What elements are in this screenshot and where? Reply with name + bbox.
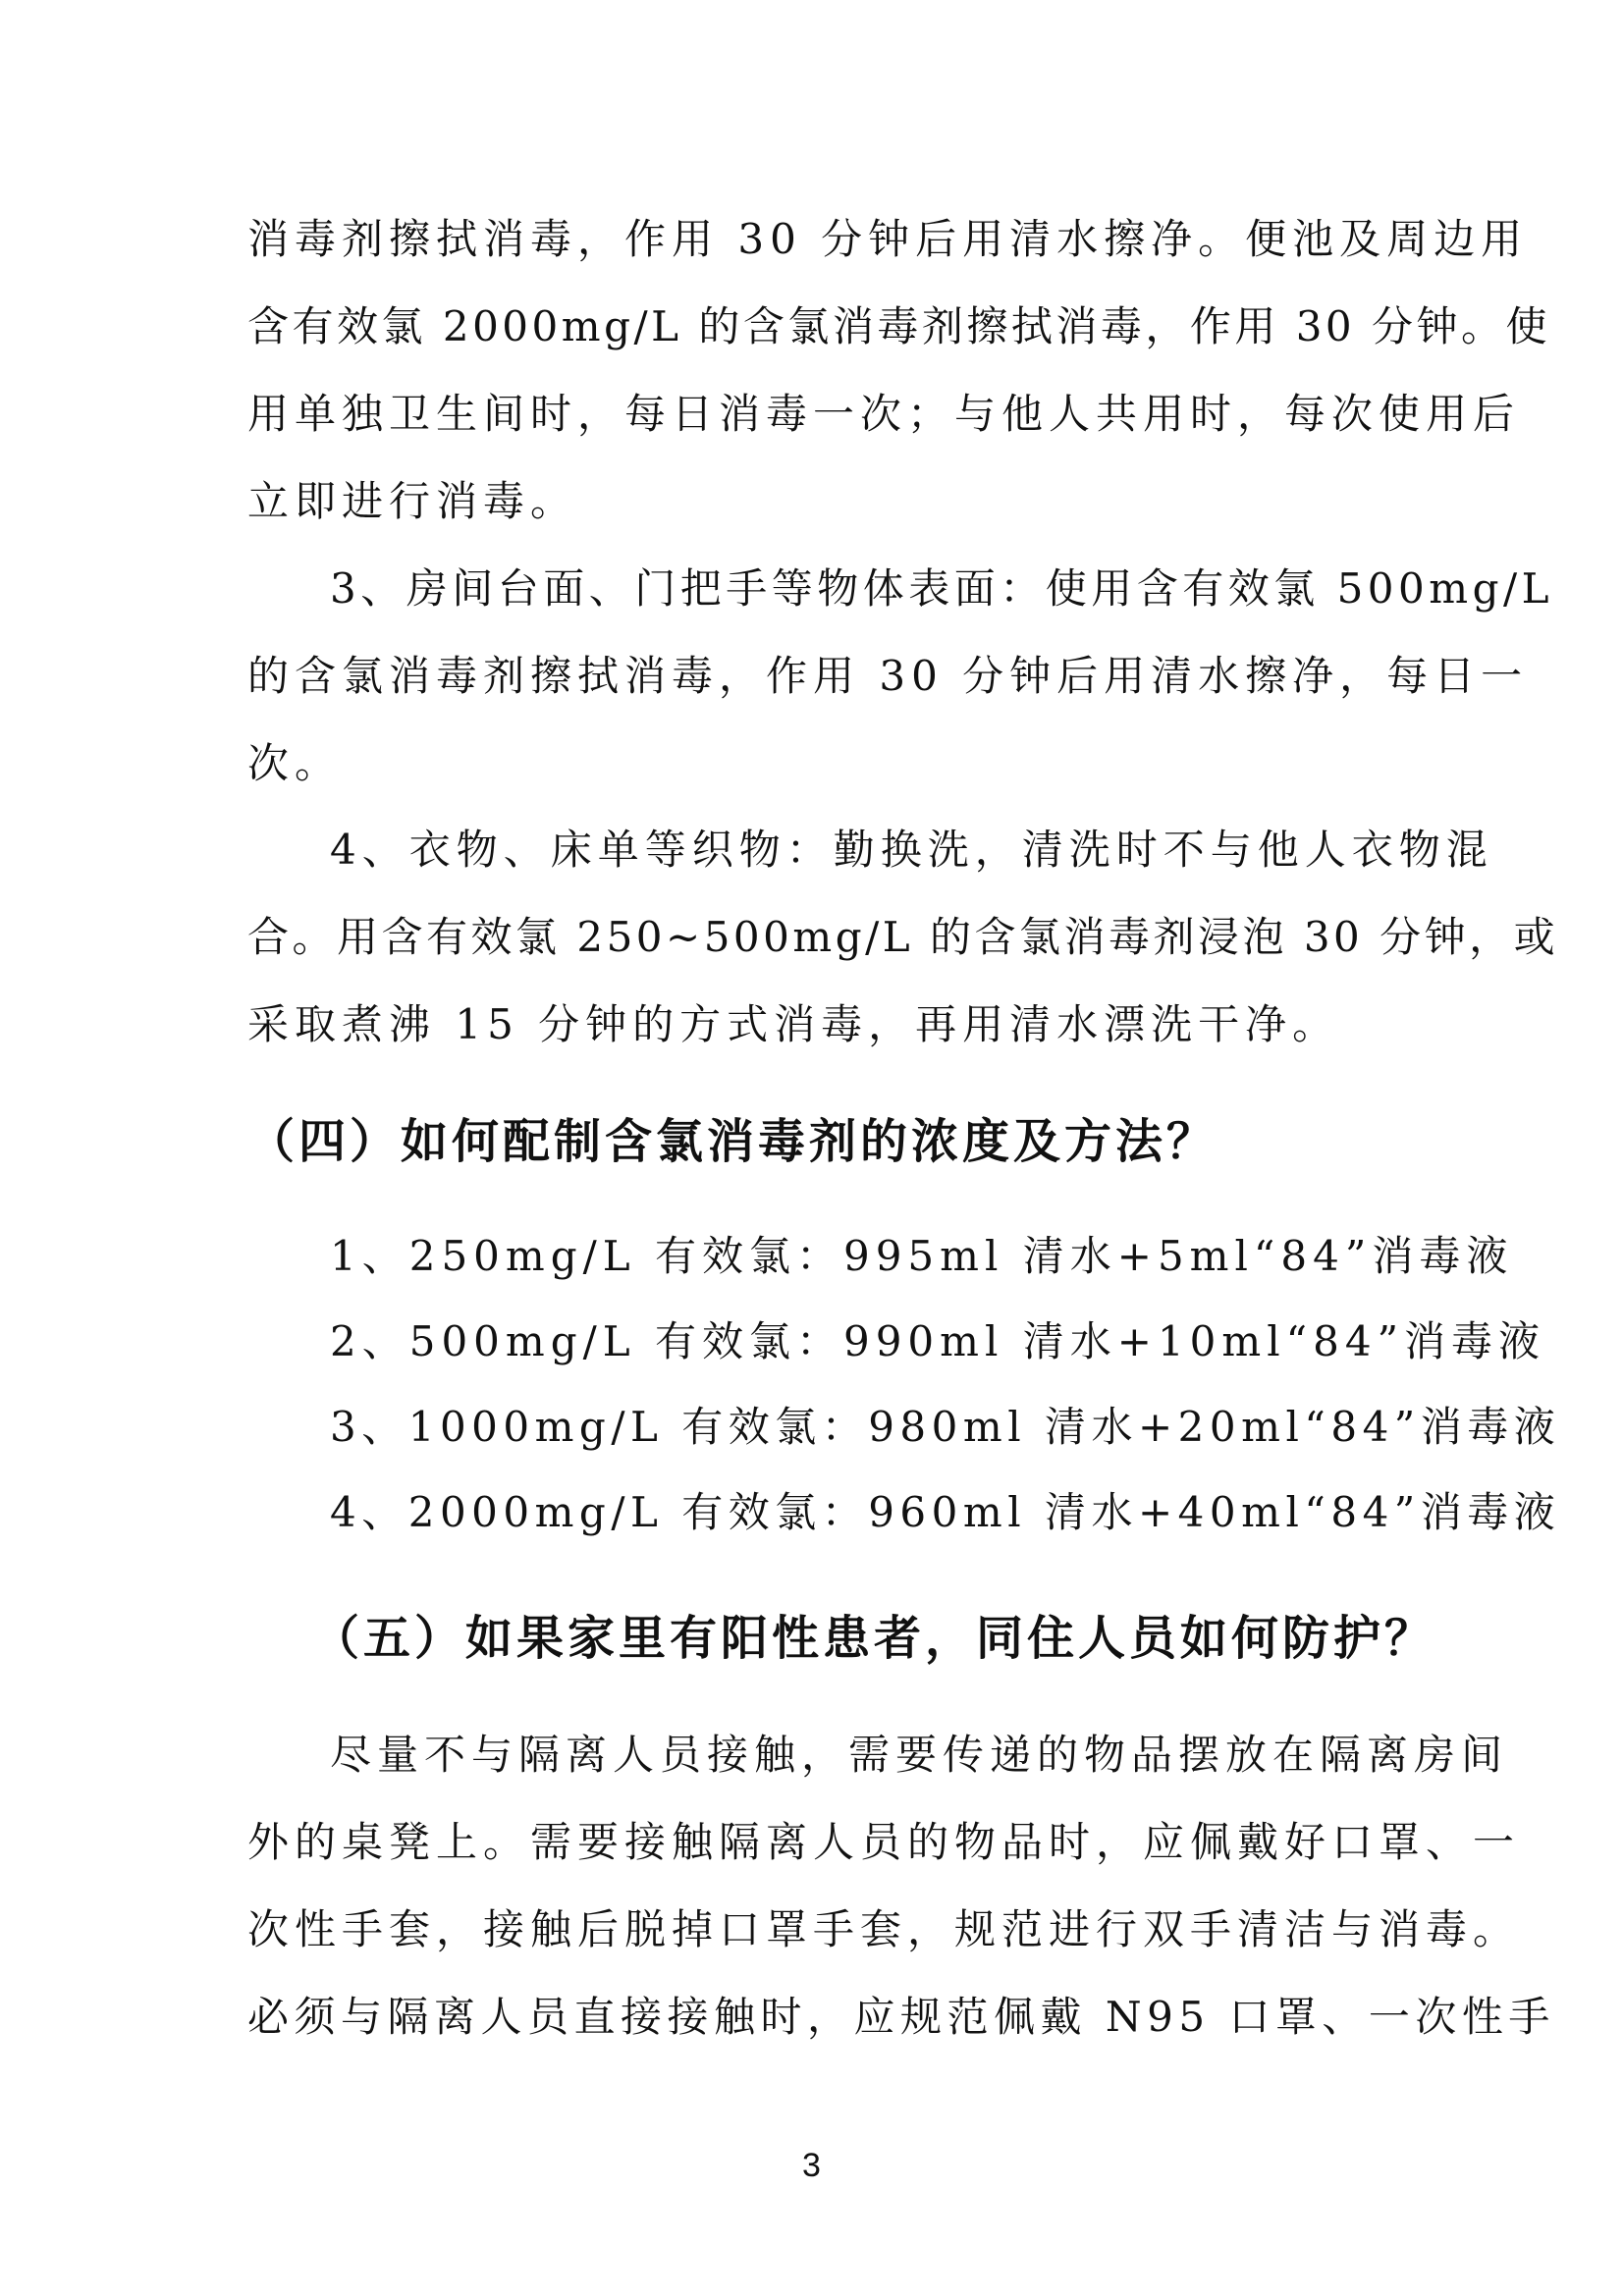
list-item-line: 的含氯消毒剂擦拭消毒，作用 30 分钟后用清水擦净，每日一 — [247, 652, 1529, 700]
recipe-item: 1、250mg/L 有效氯：995ml 清水+5ml“84”消毒液 — [330, 1232, 1514, 1280]
section-heading: （四）如何配制含氯消毒剂的浓度及方法？ — [247, 1114, 1218, 1169]
paragraph-line: 含有效氯 2000mg/L 的含氯消毒剂擦拭消毒，作用 30 分钟。使 — [247, 302, 1550, 350]
list-item-line: 3、房间台面、门把手等物体表面：使用含有效氯 500mg/L — [330, 564, 1553, 613]
paragraph-line: 次性手套，接触后脱掉口罩手套，规范进行双手清洁与消毒。 — [247, 1905, 1521, 1953]
paragraph-line: 尽量不与隔离人员接触，需要传递的物品摆放在隔离房间 — [330, 1731, 1509, 1779]
list-item-line: 4、衣物、床单等织物：勤换洗，清洗时不与他人衣物混 — [330, 826, 1493, 874]
list-item-line: 采取煮沸 15 分钟的方式消毒，再用清水漂洗干净。 — [247, 1000, 1340, 1048]
paragraph-line: 用单独卫生间时，每日消毒一次；与他人共用时，每次使用后 — [247, 390, 1521, 438]
paragraph-line: 必须与隔离人员直接接触时，应规范佩戴 N95 口罩、一次性手 — [247, 1993, 1555, 2041]
recipe-item: 3、1000mg/L 有效氯：980ml 清水+20ml“84”消毒液 — [330, 1403, 1561, 1451]
paragraph-line: 消毒剂擦拭消毒，作用 30 分钟后用清水擦净。便池及周边用 — [247, 215, 1529, 263]
recipe-item: 2、500mg/L 有效氯：990ml 清水+10ml“84”消毒液 — [330, 1317, 1546, 1365]
paragraph-line: 外的桌凳上。需要接触隔离人员的物品时，应佩戴好口罩、一 — [247, 1818, 1521, 1866]
recipe-item: 4、2000mg/L 有效氯：960ml 清水+40ml“84”消毒液 — [330, 1488, 1561, 1536]
section-heading: （五）如果家里有阳性患者，同住人员如何防护？ — [312, 1611, 1436, 1666]
paragraph-line: 立即进行消毒。 — [247, 477, 578, 525]
list-item-line: 合。用含有效氯 250~500mg/L 的含氯消毒剂浸泡 30 分钟，或 — [247, 913, 1559, 961]
list-item-line: 次。 — [247, 739, 343, 787]
page-number: 3 — [802, 2147, 821, 2184]
